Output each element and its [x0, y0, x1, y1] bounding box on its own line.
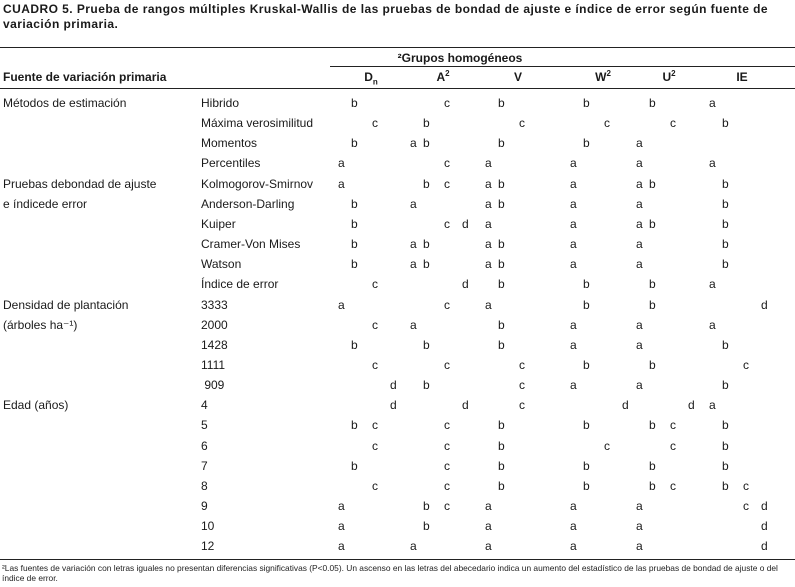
group-letter: b [649, 176, 656, 191]
group-letter: d [390, 398, 397, 413]
group-letter: a [636, 539, 643, 554]
caption-line-1: CUADRO 5. Prueba de rangos múltiples Kruskal-Wallis de las pruebas de bondad de ajuste e índice de error según fuente de [3, 2, 769, 16]
row-label: Kolmogorov-Smirnov [201, 176, 314, 191]
group-letter: c [670, 116, 676, 131]
group-letter: a [570, 196, 577, 211]
group-letter: b [722, 257, 729, 272]
group-letter: b [423, 116, 430, 131]
column-header: V [513, 70, 522, 84]
row-label: 2000 [201, 317, 228, 332]
group-letter: b [498, 237, 505, 252]
column-header: $D_n$ [364, 70, 378, 87]
group-letter: b [722, 418, 729, 433]
group-letter: a [338, 519, 345, 534]
group-letter: b [722, 196, 729, 211]
row-header: Fuente de variación primaria [3, 70, 167, 84]
group-letter: a [570, 499, 577, 513]
group-letter: a [636, 216, 643, 231]
group-title-rule [330, 66, 795, 67]
group-letter: c [372, 357, 378, 372]
group-letter: b [722, 478, 729, 493]
group-letter: b [583, 96, 590, 110]
group-letter: a [570, 216, 577, 231]
group-letter: c [444, 216, 450, 231]
group-letter: b [649, 418, 656, 433]
group-letter: a [709, 398, 716, 413]
group-letter: b [649, 458, 656, 473]
group-letter: c [444, 357, 450, 372]
group-letter: b [351, 136, 358, 151]
group-letter: a [338, 176, 345, 191]
category-label: Edad (años) [3, 398, 69, 413]
group-letter: c [444, 176, 450, 191]
group-letter: d [761, 499, 768, 513]
row-label: 8 [201, 478, 208, 493]
group-letter: a [410, 257, 417, 272]
group-letter: b [351, 458, 358, 473]
group-letter: d [761, 297, 768, 312]
group-letter: b [351, 337, 358, 352]
group-letter: a [485, 237, 492, 252]
group-letter: b [583, 478, 590, 493]
group-letter: b [498, 136, 505, 151]
group-letter: b [649, 297, 656, 312]
column-header: $U^2$ [662, 69, 676, 84]
footnote: ²Las fuentes de variación con letras iguales no presentan diferencias significativas (P<0.05). Un ascenso en las letras del abecedario indica un aumento del estadístico de las pruebas de bondad de ajuste o del índice de error. [2, 563, 778, 583]
row-label: Kuiper [201, 216, 236, 231]
bottom-rule [0, 559, 795, 560]
row-label: 9 [201, 499, 208, 513]
row-label: Hibrido [201, 96, 240, 110]
group-letter: d [761, 539, 768, 554]
group-letter: b [498, 458, 505, 473]
group-letter: c [670, 438, 676, 453]
group-letter: a [485, 499, 492, 513]
group-letter: b [351, 257, 358, 272]
column-header: $A^2$ [436, 69, 450, 84]
group-letter: c [444, 438, 450, 453]
group-letter: b [583, 458, 590, 473]
group-letter: d [390, 378, 397, 393]
group-letter: a [636, 136, 643, 151]
group-letter: a [485, 176, 492, 191]
group-letter: a [636, 519, 643, 534]
group-letter: a [570, 176, 577, 191]
row-label: Percentiles [201, 156, 261, 171]
column-header: $W^2$ [595, 69, 611, 84]
group-letter: b [498, 196, 505, 211]
group-letter: c [743, 478, 749, 493]
group-letter: a [636, 317, 643, 332]
group-letter: a [410, 136, 417, 151]
group-letter: a [338, 539, 345, 554]
category-label: Pruebas debondad de ajuste [3, 176, 157, 191]
group-letter: a [636, 156, 643, 171]
row-label: 12 [201, 539, 215, 554]
group-letter: a [709, 277, 716, 292]
group-letter: c [519, 378, 525, 393]
group-letter: a [636, 337, 643, 352]
group-letter: a [709, 317, 716, 332]
group-letter: c [372, 277, 378, 292]
group-letter: b [498, 96, 505, 110]
group-letter: d [761, 519, 768, 534]
group-letter: b [498, 317, 505, 332]
group-letter: b [649, 216, 656, 231]
group-letter: b [423, 136, 430, 151]
group-letter: d [462, 277, 469, 292]
group-letter: b [423, 378, 430, 393]
group-letter: a [709, 96, 716, 110]
group-letter: b [351, 418, 358, 433]
group-letter: c [372, 418, 378, 433]
group-letter: a [709, 156, 716, 171]
row-label: 1111 [201, 357, 226, 372]
group-letter: a [636, 196, 643, 211]
group-letter: c [444, 297, 450, 312]
row-label: 5 [201, 418, 208, 433]
group-letter: c [372, 116, 378, 131]
group-letter: c [444, 156, 450, 171]
group-letter: a [485, 257, 492, 272]
top-rule [0, 47, 795, 48]
row-label: 6 [201, 438, 208, 453]
group-letter: b [498, 337, 505, 352]
row-label: 4 [201, 398, 208, 413]
group-letter: b [722, 458, 729, 473]
group-letter: c [743, 499, 749, 513]
group-letter: b [722, 438, 729, 453]
row-label: Watson [201, 257, 242, 272]
group-letter: a [338, 297, 345, 312]
row-label: 10 [201, 519, 215, 534]
group-letter: a [636, 378, 643, 393]
group-letter: b [583, 418, 590, 433]
group-letter: b [351, 216, 358, 231]
group-letter: a [570, 519, 577, 534]
group-letter: b [498, 277, 505, 292]
header-rule [0, 88, 795, 89]
group-letter: a [636, 257, 643, 272]
group-letter: a [338, 156, 345, 171]
group-letter: b [649, 96, 656, 110]
group-letter: b [423, 337, 430, 352]
group-letter: b [351, 96, 358, 110]
group-letter: b [498, 478, 505, 493]
group-letter: b [722, 378, 729, 393]
group-letter: c [444, 499, 450, 513]
group-letter: a [485, 297, 492, 312]
group-letter: b [583, 136, 590, 151]
group-letter: b [722, 216, 729, 231]
group-letter: b [498, 176, 505, 191]
group-letter: a [636, 237, 643, 252]
column-header: IE [736, 70, 748, 84]
group-letter: a [485, 216, 492, 231]
group-letter: c [372, 438, 378, 453]
category-label: Métodos de estimación [3, 96, 127, 110]
group-letter: c [670, 418, 676, 433]
group-letter: b [649, 277, 656, 292]
group-letter: d [462, 398, 469, 413]
group-letter: a [338, 499, 345, 513]
group-letter: d [622, 398, 629, 413]
group-letter: a [410, 539, 417, 554]
group-letter: c [444, 478, 450, 493]
group-letter: c [519, 357, 525, 372]
group-letter: d [462, 216, 469, 231]
group-letter: c [519, 398, 525, 413]
group-letter: b [498, 257, 505, 272]
row-label: 1428 [201, 337, 228, 352]
caption-line-2: variación primaria. [3, 17, 119, 31]
category-label: Densidad de plantación [3, 297, 129, 312]
group-letter: a [570, 539, 577, 554]
group-letter: b [649, 478, 656, 493]
group-letter: b [423, 176, 430, 191]
row-label: Cramer-Von Mises [201, 237, 301, 252]
group-letter: a [485, 519, 492, 534]
group-letter: b [583, 357, 590, 372]
group-letter: c [743, 357, 749, 372]
group-letter: c [444, 458, 450, 473]
table-caption [3, 2, 793, 32]
group-letter: b [649, 357, 656, 372]
group-letter: b [423, 237, 430, 252]
group-letter: b [423, 499, 430, 513]
group-letter: b [722, 337, 729, 352]
group-letter: a [410, 196, 417, 211]
row-label: 909 [201, 378, 225, 393]
group-letter: b [722, 116, 729, 131]
group-letter: a [410, 317, 417, 332]
group-letter: a [570, 257, 577, 272]
category-label: (árboles ha⁻¹) [3, 317, 78, 332]
group-letter: a [570, 317, 577, 332]
group-letter: b [498, 418, 505, 433]
group-letter: b [498, 438, 505, 453]
group-letter: a [636, 499, 643, 513]
group-letter: a [485, 196, 492, 211]
row-label: 7 [201, 458, 208, 473]
row-label: Índice de error [201, 277, 279, 292]
group-letter: c [604, 116, 610, 131]
row-label: Anderson-Darling [201, 196, 295, 211]
group-letter: a [570, 237, 577, 252]
group-letter: c [444, 96, 450, 110]
group-letter: b [351, 196, 358, 211]
group-letter: d [688, 398, 695, 413]
group-letter: c [519, 116, 525, 131]
group-letter: c [444, 418, 450, 433]
group-letter: a [570, 156, 577, 171]
group-letter: b [583, 277, 590, 292]
row-label: Momentos [201, 136, 258, 151]
group-letter: b [722, 237, 729, 252]
group-letter: a [570, 337, 577, 352]
group-letter: a [485, 156, 492, 171]
group-letter: b [351, 237, 358, 252]
row-label: Máxima verosimilitud [201, 116, 314, 131]
group-letter: a [636, 176, 643, 191]
group-letter: c [670, 478, 676, 493]
group-letter: b [423, 519, 430, 534]
group-letter: c [372, 478, 378, 493]
group-letter: a [485, 539, 492, 554]
group-letter: b [722, 176, 729, 191]
row-label: 3333 [201, 297, 228, 312]
group-letter: b [583, 297, 590, 312]
group-letter: c [604, 438, 610, 453]
group-letter: c [372, 317, 378, 332]
category-label: e índicede error [3, 196, 88, 211]
group-letter: b [423, 257, 430, 272]
group-letter: a [570, 378, 577, 393]
group-letter: a [410, 237, 417, 252]
group-title: ²Grupos homogéneos [397, 51, 523, 65]
